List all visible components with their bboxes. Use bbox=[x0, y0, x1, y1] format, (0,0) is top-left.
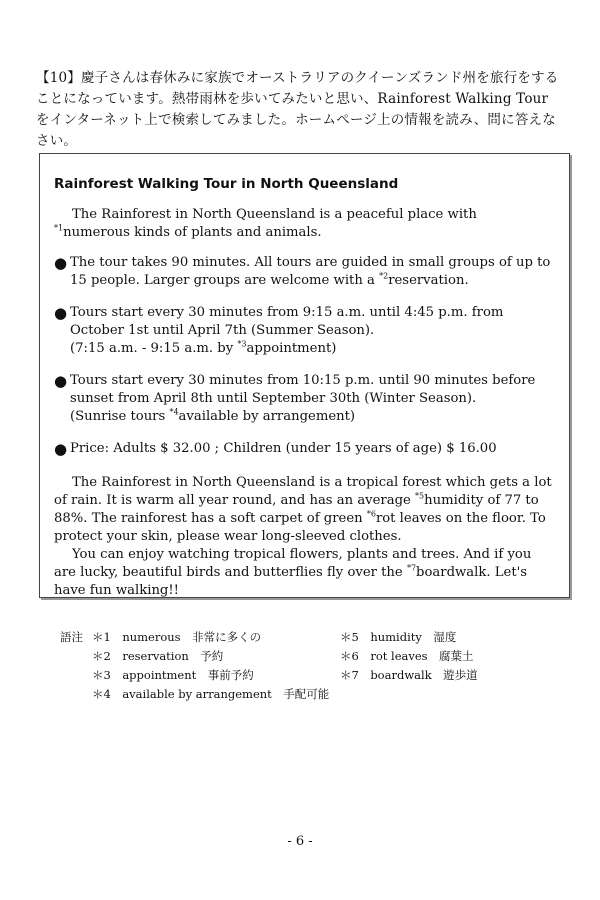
note-ref-6: *6 bbox=[366, 509, 376, 519]
bullet-winter-note-b: available by arrangement) bbox=[178, 409, 356, 424]
bullet-winter-note-a: (Sunrise tours bbox=[70, 409, 170, 424]
article-box bbox=[39, 153, 570, 598]
bullet-summer-note-a: (7:15 a.m. - 9:15 a.m. by bbox=[70, 341, 238, 356]
glossary-item: ＊7 boardwalk 遊歩道 bbox=[340, 668, 478, 682]
note-ref-7: *7 bbox=[406, 563, 417, 573]
bullet-dot-icon: ● bbox=[54, 254, 68, 272]
note-ref-3: *3 bbox=[237, 339, 247, 349]
glossary-item: ＊3 appointment 事前予約 bbox=[92, 668, 254, 682]
closing-text-a: You can enjoy watching tropical flowers, plants and trees. And if you are lucky, beautiful birds and butterflies fly over the bbox=[54, 547, 532, 580]
note-ref-5: *5 bbox=[415, 491, 425, 501]
bullet-summer bbox=[54, 304, 555, 358]
glossary-item: ＊1 numerous 非常に多くの bbox=[92, 630, 262, 644]
bullet-summer-note-b: appointment) bbox=[246, 341, 337, 356]
glossary-item: ＊4 available by arrangement 手配可能 bbox=[92, 687, 330, 701]
note-ref-1: *1 bbox=[54, 223, 64, 233]
question-number: 【10】 bbox=[36, 70, 81, 86]
intro-paragraph bbox=[54, 206, 555, 242]
page-number: - 6 - bbox=[287, 834, 313, 849]
bullet-winter bbox=[54, 372, 555, 426]
intro-text-b: numerous kinds of plants and animals. bbox=[63, 225, 322, 240]
question-header bbox=[36, 68, 566, 152]
intro-text-a: The Rainforest in North Queensland is a peaceful place with bbox=[72, 207, 477, 222]
climate-text-b: humidity of 77 to 88%. The rainforest has a soft carpet of green bbox=[54, 493, 539, 526]
glossary-item: ＊6 rot leaves 腐葉土 bbox=[340, 649, 474, 663]
note-ref-4: *4 bbox=[169, 407, 179, 417]
article-title: Rainforest Walking Tour in North Queensland bbox=[54, 176, 399, 192]
bullet-dot-icon: ● bbox=[54, 304, 68, 322]
bullet-dot-icon: ● bbox=[54, 440, 68, 458]
climate-paragraph bbox=[54, 474, 555, 546]
climate-text-a: The Rainforest in North Queensland is a tropical forest which gets a lot of rain. It is warm all year round, and has an average bbox=[54, 475, 552, 508]
bullet-duration-text-a: The tour takes 90 minutes. All tours are guided in small groups of up to 15 people. Larger groups are welcome with a bbox=[70, 255, 551, 288]
closing-text-b: boardwalk. Let's have fun walking!! bbox=[54, 565, 528, 598]
glossary-label: 語注 bbox=[60, 630, 83, 644]
closing-paragraph bbox=[54, 546, 555, 600]
glossary-col-right bbox=[340, 628, 560, 685]
bullet-duration-text-b: reservation. bbox=[388, 273, 469, 288]
bullet-summer-text: Tours start every 30 minutes from 9:15 a.m. until 4:45 p.m. from October 1st until April 7th (Summer Season). bbox=[70, 305, 504, 338]
glossary-item: ＊2 reservation 予約 bbox=[92, 649, 224, 663]
bullet-price-text: Price: Adults $ 32.00 ; Children (under 15 years of age) $ 16.00 bbox=[70, 441, 497, 456]
glossary-col-left bbox=[92, 628, 352, 704]
bullet-duration bbox=[54, 254, 555, 290]
climate-text-c: rot leaves on the floor. To protect your skin, please wear long-sleeved clothes. bbox=[54, 511, 546, 544]
glossary-item: ＊5 humidity 湿度 bbox=[340, 630, 457, 644]
bullet-price bbox=[54, 440, 555, 458]
bullet-winter-text: Tours start every 30 minutes from 10:15 p.m. until 90 minutes before sunset from April 8th until September 30th (Winter Season). bbox=[70, 373, 536, 406]
note-ref-2: *2 bbox=[379, 271, 389, 281]
question-text: 慶子さんは春休みに家族でオーストラリアのクイーンズランド州を旅行をすることになっています。熱帯雨林を歩いてみたいと思い、Rainforest Walking Tour をインターネット上で検索してみました。ホームページ上の情報を読み、問に答えなさい。 bbox=[36, 70, 559, 149]
bullet-dot-icon: ● bbox=[54, 372, 68, 390]
